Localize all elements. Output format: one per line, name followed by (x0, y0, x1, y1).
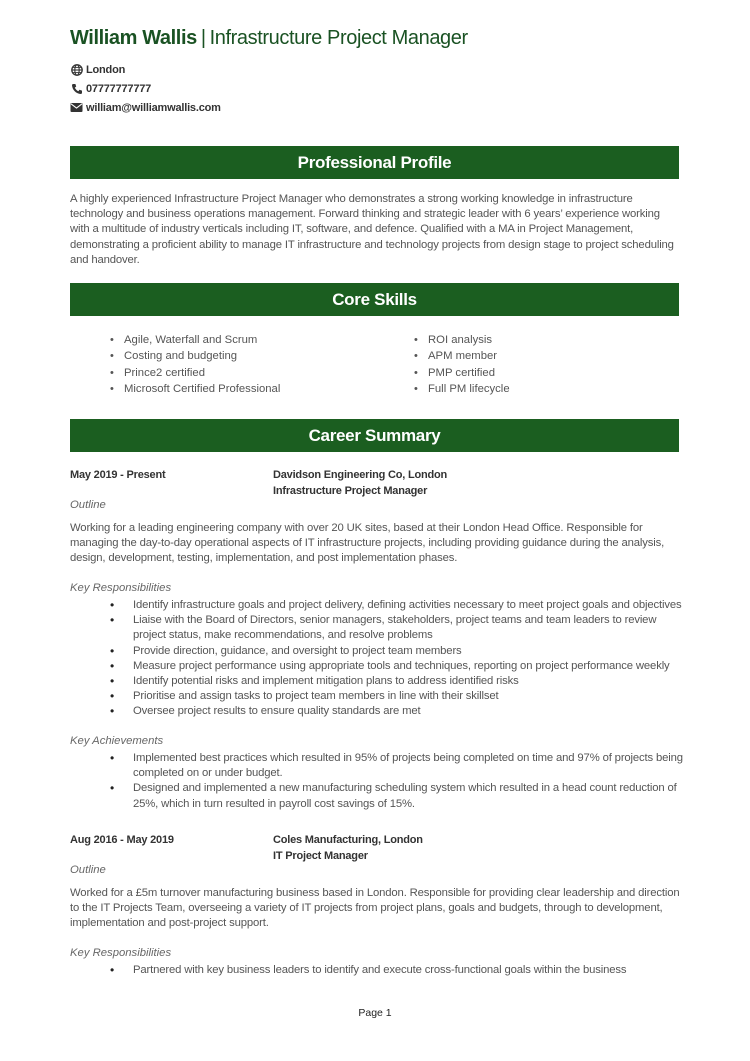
contact-phone (70, 82, 151, 95)
list-item: • Measure project performance using appropriate tools and techniques, reporting on project performance weekly (110, 659, 685, 674)
skill-item: • Costing and budgeting (110, 348, 280, 364)
list-item: • Prioritise and assign tasks to project team members in line with their skillset (110, 689, 685, 704)
achievements-label: Key Achievements (70, 735, 164, 747)
job-outline: Working for a leading engineering company with over 20 UK sites, based at their London Head Office. Responsible for managing the day-to-day operational aspects of IT infrastructure projects, including providing guidance during the analysis, design, development, testing, implementation, and post implementation phases. (70, 522, 665, 565)
phone-text: 07777777777 (86, 82, 152, 95)
list-item: • Oversee project results to ensure quality standards are met (110, 704, 685, 719)
skills-list-left (110, 332, 280, 398)
achievements-list (110, 751, 685, 812)
list-item: • Implemented best practices which resulted in 95% of projects being completed on time and 97% of projects being completed on or under budget. (110, 751, 685, 781)
job-outline: Worked for a £5m turnover manufacturing business based in London. Responsible for providing clear leadership and direction to the IT Projects Team, overseeing a variety of IT projects from project plans, goals and budgets, through to development, implementation and post-project support. (70, 887, 680, 930)
section-header-profile: Professional Profile (70, 146, 679, 179)
list-item: • Identify potential risks and implement mitigation plans to address identified risks (110, 674, 685, 689)
list-item: • Liaise with the Board of Directors, senior managers, stakeholders, project teams and team leaders to review project status, make recommendations, and resolve problems (110, 613, 685, 643)
list-item: • Provide direction, guidance, and oversight to project team members (110, 644, 685, 659)
responsibilities-list (110, 963, 685, 978)
skill-item: • PMP certified (414, 365, 510, 381)
location-text: London (86, 63, 126, 76)
candidate-role: Infrastructure Project Manager (209, 27, 468, 49)
job-title: Infrastructure Project Manager (273, 484, 428, 497)
job-company: Davidson Engineering Co, London (273, 469, 448, 481)
job-employer (273, 833, 423, 864)
outline-label: Outline (70, 499, 106, 511)
contact-location (70, 63, 125, 76)
page-title (70, 27, 468, 50)
skill-item: • Agile, Waterfall and Scrum (110, 332, 280, 348)
title-separator: | (200, 27, 206, 49)
job-date: May 2019 - Present (70, 469, 166, 481)
job-title: IT Project Manager (273, 849, 368, 862)
list-item: • Partnered with key business leaders to identify and execute cross-functional goals within the business (110, 963, 685, 978)
page-number: Page 1 (358, 1007, 392, 1019)
phone-icon (70, 82, 83, 95)
envelope-icon (70, 101, 83, 114)
skill-item: • ROI analysis (414, 332, 510, 348)
responsibilities-label: Key Responsibilities (70, 947, 172, 959)
profile-text: A highly experienced Infrastructure Project Manager who demonstrates a strong working knowledge in infrastructure technology and business operations management. Forward thinking and strategic leader with 6 years’ experience working with a multitude of industry verticals including IT, software, and defence. Qualified with a MA in Project Management, demonstrating a proficient ability to manage IT infrastructure and technology projects from design stage to project scheduling and handover. (70, 193, 674, 266)
section-header-career: Career Summary (70, 419, 679, 452)
skill-item: • Microsoft Certified Professional (110, 381, 280, 397)
skill-item: • Full PM lifecycle (414, 381, 510, 397)
skill-item: • Prince2 certified (110, 365, 280, 381)
contact-email (70, 101, 221, 114)
globe-icon (70, 63, 83, 76)
list-item: • Designed and implemented a new manufacturing scheduling system which resulted in a head count reduction of 25%, which in turn resulted in payroll cost savings of 15%. (110, 781, 685, 811)
job-date: Aug 2016 - May 2019 (70, 834, 174, 846)
job-employer (273, 468, 447, 499)
outline-label: Outline (70, 864, 106, 876)
job-company: Coles Manufacturing, London (273, 834, 423, 846)
email-link[interactable]: william@williamwallis.com (86, 101, 221, 114)
skill-item: • APM member (414, 348, 510, 364)
candidate-name: William Wallis (70, 27, 197, 49)
list-item: • Identify infrastructure goals and project delivery, defining activities necessary to meet project goals and objectives (110, 598, 685, 613)
section-header-skills: Core Skills (70, 283, 679, 316)
responsibilities-label: Key Responsibilities (70, 582, 172, 594)
skills-list-right (414, 332, 510, 398)
responsibilities-list (110, 598, 685, 720)
